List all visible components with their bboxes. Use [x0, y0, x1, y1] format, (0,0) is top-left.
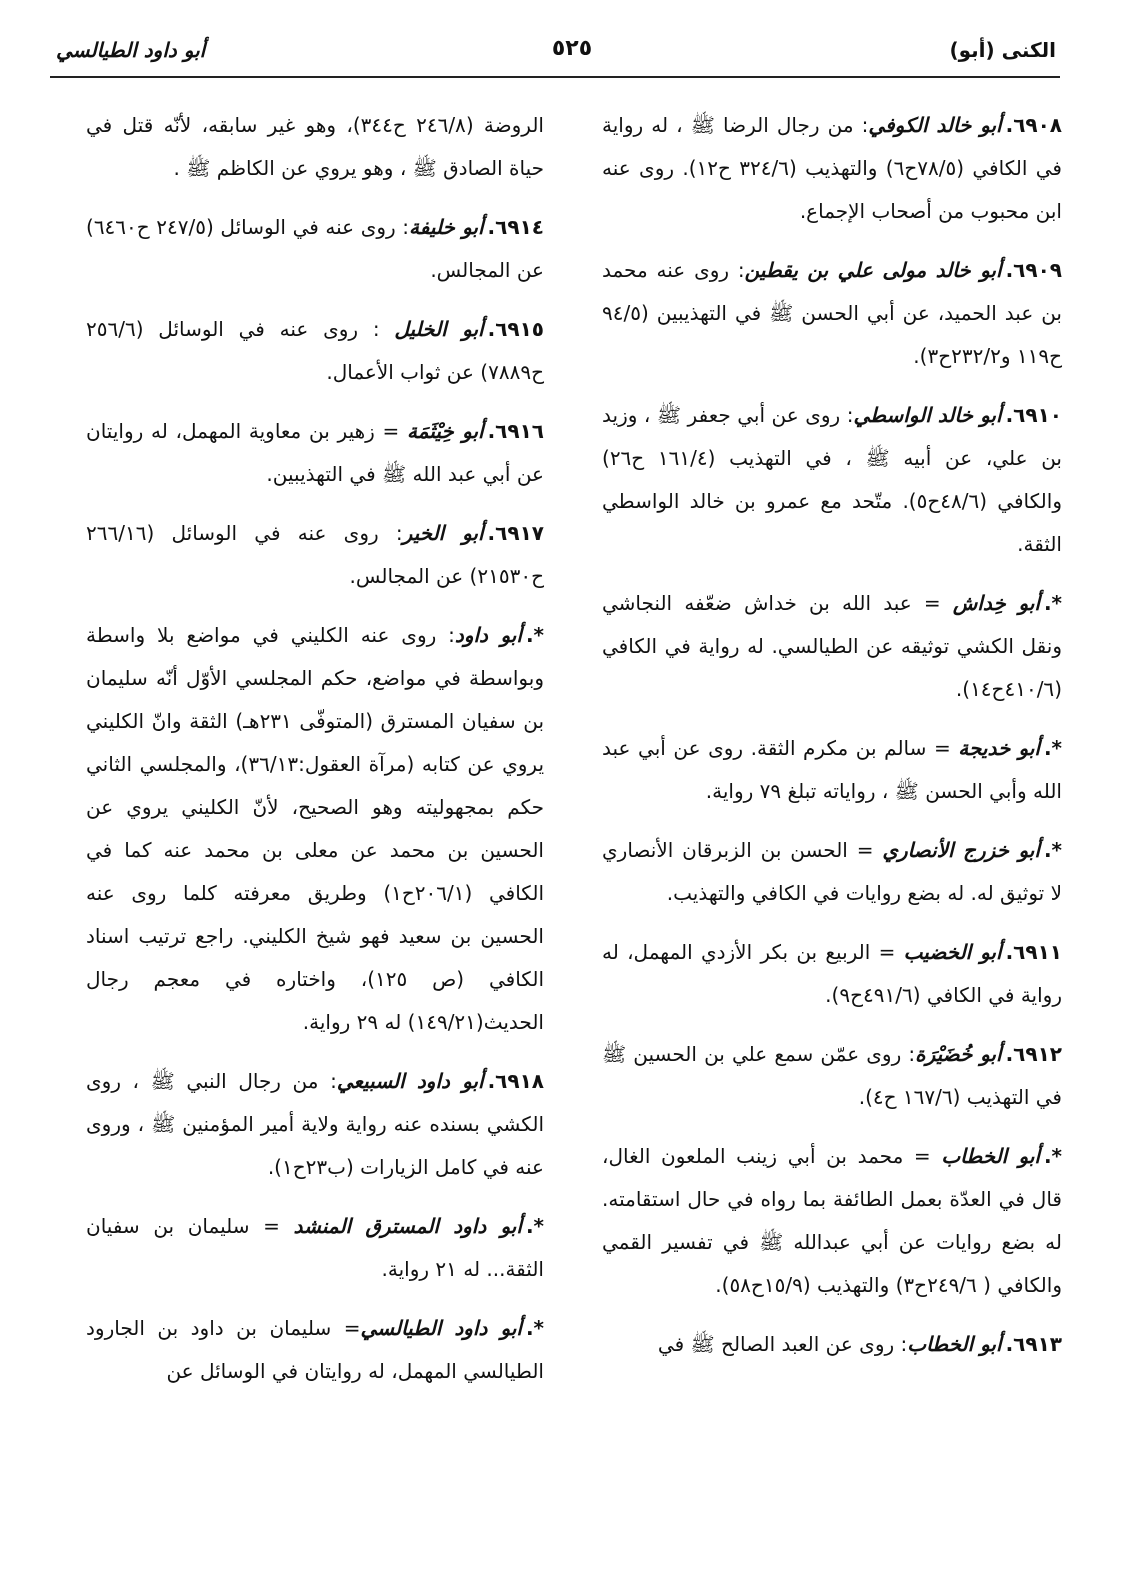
- entry-term: أبو خِداش: [952, 591, 1040, 615]
- entry-number: *.: [525, 1316, 544, 1340]
- entry-term: أبو داود: [454, 623, 522, 647]
- entry-term: أبو خِيْثَمَة: [407, 419, 484, 443]
- entry-term: أبو داود المسترق المنشد: [293, 1214, 522, 1238]
- entry-number: *.: [1043, 838, 1062, 862]
- entry-term: أبو خالد مولى علي بن يقطين: [744, 258, 1002, 282]
- entry-term: أبو خالد الكوفي: [868, 113, 1002, 137]
- running-header-entry: أبو داود الطيالسي: [56, 38, 206, 62]
- entry-number: ٦٩١٥.: [487, 317, 545, 341]
- entry-term: أبو داود السبيعي: [336, 1069, 484, 1093]
- entry-text: : روى عنه في الوسائل (٢٤٧/٥ ح٦٤٦٠) عن المجالس.: [86, 215, 544, 282]
- dictionary-entry: [602, 394, 1062, 566]
- entry-term: أبو خديجة: [958, 736, 1040, 760]
- dictionary-entry: [86, 206, 544, 292]
- entry-text: = محمد بن أبي زينب الملعون الغال، قال في العدّة بعمل الطائفة بما رواه في حال استقامته. له بضع روايات عن أبي عبدالله ﷺ في تفسير القمي والكافي ( ٢٤٩/٦ح٣) والتهذيب (١٥/٩ح٥٨).: [602, 1144, 1062, 1297]
- page-number: ٥٢٥: [551, 36, 593, 61]
- dictionary-entry: [86, 410, 544, 496]
- entry-number: *.: [525, 623, 544, 647]
- entry-number: ٦٩١٤.: [487, 215, 544, 239]
- entry-term: أبو خُضَيْرَة: [915, 1042, 1002, 1066]
- dictionary-entry: [602, 1033, 1062, 1119]
- entry-text: : من رجال النبي ﷺ ، روى الكشي بسنده عنه رواية ولاية أمير المؤمنين ﷺ ، وروى عنه في كامل الزيارات (ب٢٣ح١).: [86, 1069, 544, 1179]
- entry-text: : روى عنه الكليني في مواضع بلا واسطة وبواسطة في مواضع، حكم المجلسي الأوّل أنّه سليمان بن سفيان المسترق (المتوفّى ٢٣١هـ) الثقة وانّ الكليني يروي عن كتابه (مرآة العقول:٣٦/١٣)، والمجلسي الثاني حكم بمجهوليته وهو الصحيح، لأنّ الكليني يروي عن الحسين بن محمد عن معلى بن محمد عنه كما في الكافي (٢٠٦/١ح١) وطريق معرفته كلما روى عنه الحسين بن سعيد فهو شيخ الكليني. راجع ترتيب اسناد الكافي (ص ١٢٥)، واختاره في معجم رجال الحديث(١٤٩/٢١) له ٢٩ رواية.: [86, 623, 545, 1034]
- entry-number: ٦٩١٧.: [487, 521, 544, 545]
- entry-term: أبو الخليل: [394, 317, 484, 341]
- dictionary-entry: [602, 829, 1062, 915]
- entry-term: أبو خالد الواسطي: [853, 403, 1002, 427]
- entry-term: أبو الخطاب: [907, 1332, 1002, 1356]
- dictionary-entry: [86, 1060, 544, 1189]
- entry-text: : من رجال الرضا ﷺ ، له رواية في الكافي (٧٨/٥ح٦) والتهذيب (٣٢٤/٦ ح١٢). روى عنه ابن محبوب من أصحاب الإجماع.: [602, 113, 1062, 223]
- dictionary-entry: [86, 512, 544, 598]
- running-header-chapter: الكنى (أبو): [949, 38, 1056, 62]
- dictionary-entry: [86, 104, 544, 190]
- entry-text: = الربيع بن بكر الأزدي المهمل، له رواية في الكافي (٤٩١/٦ح٩).: [602, 940, 1062, 1007]
- entry-number: ٦٩١٠.: [1005, 403, 1062, 427]
- entry-text: = الحسن بن الزبرقان الأنصاري لا توثيق له. له بضع روايات في الكافي والتهذيب.: [602, 838, 1062, 905]
- entry-number: ٦٩٠٨.: [1005, 113, 1063, 137]
- entry-text: : روى عنه في الوسائل (٢٦٦/١٦ ح٢١٥٣٠) عن المجالس.: [86, 521, 544, 588]
- entry-text: : روى عنه محمد بن عبد الحميد، عن أبي الحسن ﷺ في التهذيبين (٩٤/٥ ح١١٩ و٢٣٢/٢ح٣).: [602, 258, 1062, 368]
- entry-text: = سالم بن مكرم الثقة. روى عن أبي عبد الله وأبي الحسن ﷺ ، رواياته تبلغ ٧٩ رواية.: [602, 736, 1062, 803]
- dictionary-entry: [86, 614, 544, 1044]
- entry-text: = زهير بن معاوية المهمل، له روايتان عن أبي عبد الله ﷺ في التهذيبين.: [86, 419, 544, 486]
- dictionary-entry: [86, 1307, 544, 1393]
- entry-number: ٦٩١٦.: [487, 419, 544, 443]
- entry-number: *.: [1043, 1144, 1063, 1168]
- dictionary-entry: [602, 1135, 1062, 1307]
- entry-term: أبو الخير: [402, 521, 484, 545]
- entry-number: *.: [1043, 736, 1063, 760]
- entry-term: أبو الخضيب: [903, 940, 1002, 964]
- dictionary-entry: [86, 1205, 544, 1291]
- dictionary-entry: [86, 308, 544, 394]
- left-column: [86, 104, 544, 1409]
- entry-text: : روى عن أبي جعفر ﷺ ، وزيد بن علي، عن أبيه ﷺ ، في التهذيب (١٦١/٤ ح٢٦) والكافي (٤٨/٦ح٥). متّحد مع عمرو بن خالد الواسطي الثقة.: [602, 403, 1063, 556]
- entry-number: ٦٩١١.: [1005, 940, 1062, 964]
- dictionary-entry: [602, 727, 1062, 813]
- entry-number: ٦٩١٨.: [487, 1069, 544, 1093]
- dictionary-entry: [602, 1323, 1062, 1366]
- entry-term: أبو خليفة: [409, 215, 484, 239]
- dictionary-entry: [602, 104, 1062, 233]
- entry-text: : روى عمّن سمع علي بن الحسين ﷺ في التهذيب (١٦٧/٦ ح٤).: [602, 1042, 1062, 1109]
- entry-number: ٦٩١٢.: [1005, 1042, 1062, 1066]
- entry-text: = سليمان بن سفيان الثقة... له ٢١ رواية.: [86, 1214, 544, 1281]
- dictionary-entry: [602, 582, 1062, 711]
- entry-text: الروضة (٢٤٦/٨ ح٣٤٤)، وهو غير سابقه، لأنّه قتل في حياة الصادق ﷺ ، وهو يروي عن الكاظم ﷺ .: [86, 113, 544, 180]
- entry-text: = عبد الله بن خداش ضعّفه النجاشي ونقل الكشي توثيقه عن الطيالسي. له رواية في الكافي (٤١٠/٦ح١٤).: [602, 591, 1062, 701]
- entry-text: = سليمان بن داود بن الجارود الطيالسي المهمل، له روايتان في الوسائل عن: [86, 1316, 544, 1383]
- right-column: [602, 104, 1062, 1382]
- entry-number: ٦٩٠٩.: [1005, 258, 1062, 282]
- entry-term: أبو داود الطيالسي: [360, 1316, 522, 1340]
- header-rule: [50, 76, 1060, 78]
- entry-text: : روى عنه في الوسائل (٢٥٦/٦ ح٧٨٨٩) عن ثواب الأعمال.: [86, 317, 544, 384]
- entry-number: *.: [525, 1214, 544, 1238]
- dictionary-entry: [602, 249, 1062, 378]
- entry-term: أبو خزرج الأنصاري: [882, 838, 1040, 862]
- dictionary-entry: [602, 931, 1062, 1017]
- entry-number: ٦٩١٣.: [1005, 1332, 1062, 1356]
- entry-term: أبو الخطاب: [941, 1144, 1040, 1168]
- entry-text: : روى عن العبد الصالح ﷺ في: [657, 1332, 908, 1356]
- entry-number: *.: [1043, 591, 1062, 615]
